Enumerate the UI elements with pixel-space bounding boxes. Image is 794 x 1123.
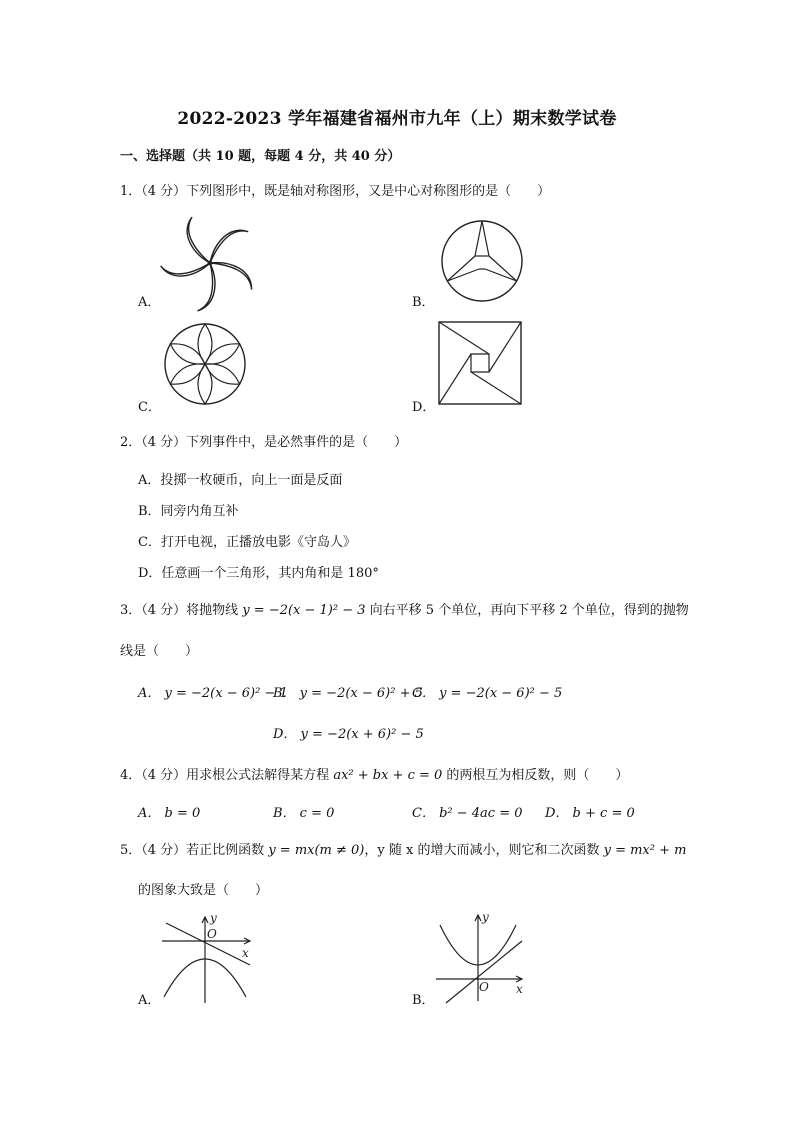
q4-stem-equation: ax² + bx + c = 0 [333,768,443,783]
q5-stem-eq2: y = mx² + m [603,843,687,858]
q5-stem [120,839,686,858]
q5-graph-a-x-label: x [242,946,249,960]
q3-option-c: C． y = −2(x − 6)² − 5 [412,686,563,701]
q1-option-c-label: C． [138,400,161,415]
q5-graph-a-y-label: y [210,911,217,925]
q5-stem-mid: ，y 随 x 的增大而减小，则它和二次函数 [364,843,604,858]
q5-graph-b-y-label: y [482,910,489,924]
q1-option-a-label: A． [138,295,161,310]
q5-graph-b-x-label: x [516,982,523,996]
q1-figure-d [437,320,523,406]
q4-stem-post: 的两根互为相反数，则（ ） [442,768,629,783]
q4-option-a: A． b = 0 [138,806,201,821]
q2-stem: 2．（4 分）下列事件中，是必然事件的是（ ） [120,435,408,450]
q3-stem [120,599,689,618]
q4-stem-pre: 4．（4 分）用求根公式法解得某方程 [120,768,334,783]
q1-option-d-label: D． [412,400,436,415]
q1-figure-b [436,215,528,307]
q3-stem-post: 向右平移 5 个单位，再向下平移 2 个单位，得到的抛物 [365,603,689,618]
q3-stem-pre: 3．（4 分）将抛物线 [120,603,243,618]
q1-figure-a [160,213,260,313]
page-title: 2022-2023 学年福建省福州市九年（上）期末数学试卷 [177,109,617,129]
q1-figure-c [160,319,250,409]
q5-graph-b-origin-label: O [479,980,489,994]
section-heading: 一、选择题（共 10 题，每题 4 分，共 40 分） [120,149,401,164]
q3-stem-line2: 线是（ ） [120,644,199,659]
q3-stem-equation: y = −2(x − 1)² − 3 [242,603,366,618]
q3-option-d: D． y = −2(x + 6)² − 5 [273,727,424,742]
q4-option-d: D． b + c = 0 [545,806,635,821]
q1-stem: 1．（4 分）下列图形中，既是轴对称图形，又是中心对称图形的是（ ） [120,184,551,199]
q5-stem-pre: 5．（4 分）若正比例函数 [120,843,269,858]
q5-graph-b [434,911,534,1003]
q3-option-a: A． y = −2(x − 6)² − 1 [138,686,288,701]
q3-option-b: B． y = −2(x − 6)² + 5 [273,686,423,701]
q2-option-c: C．打开电视，正播放电影《守岛人》 [138,535,356,550]
q5-stem-line2: 的图象大致是（ ） [138,883,269,898]
q4-stem [120,764,628,783]
q5-option-a-label: A． [138,993,161,1008]
q2-option-b: B．同旁内角互补 [138,504,239,519]
q2-option-a: A．投掷一枚硬币，向上一面是反面 [138,473,343,488]
q5-stem-eq1: y = mx(m ≠ 0) [268,843,365,858]
q4-option-b: B． c = 0 [273,806,335,821]
q2-option-d: D．任意画一个三角形，其内角和是 180° [138,566,379,581]
q5-graph-a-origin-label: O [207,927,217,941]
q1-option-b-label: B． [412,295,435,310]
q5-graph-a [160,913,270,1005]
q5-option-b-label: B． [412,993,435,1008]
q4-option-c: C． b² − 4ac = 0 [412,806,523,821]
